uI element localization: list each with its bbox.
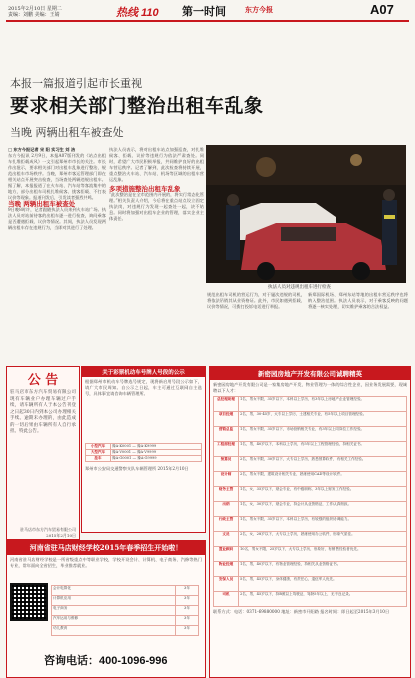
course-name: 电子商务 (52, 606, 176, 616)
plate-notice-footer: 郑州市公安局交通警察支队车辆管理所 2015年2月10日 (85, 466, 189, 471)
position-requirements: 2名，男女不限，建筑设计相关专业，熟练使用CAD等设计软件。 (239, 472, 407, 487)
table-row (214, 472, 407, 487)
qr-code-icon (10, 583, 48, 621)
position-name: 财务主管 (214, 487, 239, 502)
position-requirements: 2名，男女不限，30岁以下，大专以上学历，熟悉预算软件，有相关工作经验。 (239, 457, 407, 472)
notice-body: 驻马店市东方汽车贸易有限公司现有车辆业户办理车辆过户手续，请车辆所有人于本公告刊登之日起30日内到本公司办理相关手续。逾期未办理的，由此造成的一切后果由车辆所有人自行承担。特此公告。 (10, 390, 76, 434)
masthead-divider (6, 20, 409, 22)
table-row (52, 596, 199, 606)
course-duration: 3年 (176, 616, 199, 626)
table-row: 小型汽车 豫A·K0001 — 豫A·K9999 (86, 444, 202, 450)
position-requirements: 2名，女，28岁以下，大专以上学历，熟练使用办公软件，形象气质佳。 (239, 532, 407, 547)
table-row: 挂车 豫A·G0001 — 豫A·G9999 (86, 456, 202, 462)
position-requirements: 1名，男女不限，35岁以下，本科以上学历，有3年以上房地产企业管理经验。 (239, 397, 407, 412)
recruitment-title: 新密园房地产开发有限公司诚聘精英 (210, 367, 410, 380)
article-subheading: 当晚 两辆出租车被查处 (8, 200, 76, 208)
article-paragraph: 执法人员表示，将对出租车站点加强巡查，对扎堆候客、拒载、议价等违规行为依法严肃查处。同时，希望广大市民积极举报，共同维护良好的出租车营运秩序。记者了解到，此次检查将持续开展，重点整治火车站、汽车站、机场等区域的出租车营运乱象。 (109, 147, 204, 182)
table-row: 大型汽车 豫A·V0001 — 豫A·V9999 (86, 450, 202, 456)
position-name: 安保人员 (214, 577, 239, 592)
article-subhead: 当晚 两辆出租车被查处 (10, 126, 124, 139)
notice-signature: 驻马店市东方汽车贸易有限公司 (20, 527, 76, 532)
position-requirements: 1名，女，30岁以下，财会专业，持会计从业资格证，工作认真细致。 (239, 502, 407, 517)
article-paragraph: 规范出租车司机的营运行为，对于屡次违规的司机，将依法吊销其从业资格证。此外，市民如遇到拒载、议价等情况，可拨打投诉电话进行举报。 (207, 292, 305, 309)
position-requirements: 10名，男女不限，25岁以下，大专以上学历，形象好，有销售经验者优先。 (239, 547, 407, 562)
school-phone: 咨询电话：400-1096-996 (44, 655, 168, 667)
article-column-4 (308, 292, 408, 364)
table-row (214, 502, 407, 517)
article-paragraph: 东方今报讯 2月9日，本报A07版刊发的《站点出租车扎堆拒载成风》一文引起郑州市市长的关注。市长作出批示，要求相关部门对出租车乱象进行整治，规范出租车市场秩序。当晚，郑州市客运管理部门即在相关站点开展突击检查，当场查处两辆违规出租车。据了解，本报报道了在火车站、汽车站等客流集中的地方，部分出租车司机扎堆候客、挑客拒载、不打表议价等现象。报道刊发后，引发读者强烈共鸣。 (8, 153, 106, 200)
article-paragraph: “此次整治是在全市范围内开展的，将实行常态化管理。”相关负责人介绍，今后将在重点站点设立固定执法岗，对违规行为发现一起查处一起，决不姑息。同时将加强对出租车企业的管理，落实企业主体责任。 (109, 192, 204, 221)
article-subheading: 多项措施整治出租车乱象 (109, 185, 181, 193)
course-duration: 3年 (176, 626, 199, 636)
article-photo (206, 145, 406, 283)
article-headline: 要求相关部门整治出租车乱象 (10, 95, 264, 117)
course-duration: 3年 (176, 606, 199, 616)
public-notice (6, 366, 80, 540)
table-row (214, 442, 407, 457)
school-ad-intro: 河南省驻马店财经学校是一所省级重点中等职业学校，学校开设会计、计算机、电子商务、汽修等热门专业，常年面向全省招生，毕业推荐就业。 (10, 557, 202, 568)
table-row (52, 616, 199, 626)
page-number: A07 (370, 2, 394, 17)
position-requirements: 1名，男，40岁以下，有物业管理经验，持相关从业资格证书。 (239, 562, 407, 577)
table-row (214, 412, 407, 427)
table-row (52, 586, 199, 596)
recruitment-intro: 新密园房地产开发有限公司是一家集房地产开发、物业管理为一体的综合性企业，因业务发展需要，现诚聘以下人才： (213, 382, 407, 393)
table-row (214, 562, 407, 577)
position-name: 文员 (214, 532, 239, 547)
table-row (214, 427, 407, 442)
byline: □ 东方今报记者 宋 阳 实习生 刘 洁 (8, 147, 76, 152)
position-requirements: 5名，男，45岁以下，身体健康，有责任心，退伍军人优先。 (239, 577, 407, 592)
position-name: 行政主管 (214, 517, 239, 532)
table-row (214, 577, 407, 592)
position-name: 置业顾问 (214, 547, 239, 562)
school-ad-title: 河南省驻马店财经学校2015年春季招生开始啦！ (7, 541, 205, 555)
editor-line: 责编：刘鹏 美编：王婧 (8, 12, 60, 18)
position-name: 项目经理 (214, 412, 239, 427)
table-row (214, 457, 407, 472)
table-row (214, 592, 407, 607)
recruitment-footer: 联系方式：电话：0371-69880000 地址：新密市开阳路 报名时间：即日起至2015年3月10日 (213, 609, 390, 614)
article-paragraph: 新郑国际机场、郑州东站等地的出租车营运秩序也将纳入整治范围。执法人员表示，对于乘客反映的问题将逐一核实处理，切实维护乘客的合法权益。 (308, 292, 408, 309)
recruitment-ad (209, 366, 411, 678)
course-duration: 3年 (176, 586, 199, 596)
table-row (214, 397, 407, 412)
position-name: 出纳 (214, 502, 239, 517)
article-column-3 (207, 292, 305, 364)
section-title: 第一时间 (182, 5, 226, 18)
paper-logo: 东方今报 (245, 5, 273, 14)
position-requirements: 2名，男，30-45岁，大专以上学历，土建相关专业，有5年以上项目管理经验。 (239, 412, 407, 427)
course-name: 计算机应用 (52, 596, 176, 606)
recruitment-table (213, 396, 407, 607)
position-requirements: 1名，男女不限，35岁以下，市场营销相关专业，有3年以上同岗位工作经验。 (239, 427, 407, 442)
position-name: 总经理助理 (214, 397, 239, 412)
position-requirements: 1名，男女不限，35岁以下，本科以上学历，有较强的组织协调能力。 (239, 517, 407, 532)
plate-notice-title: 关于彩票机动车号牌人号段的公示 (82, 367, 205, 377)
position-requirements: 2名，男，45岁以下，持B照以上驾驶证，驾龄5年以上，无不良记录。 (239, 592, 407, 607)
position-name: 物业经理 (214, 562, 239, 577)
table-row (52, 626, 199, 636)
position-name: 营销总监 (214, 427, 239, 442)
position-requirements: 1名，女，35岁以下，财会专业，有中级职称，3年以上财务工作经验。 (239, 487, 407, 502)
table-row (214, 517, 407, 532)
plate-notice (81, 366, 206, 533)
position-name: 预算员 (214, 457, 239, 472)
night-street-photo (206, 145, 406, 283)
table-row (214, 532, 407, 547)
course-name: 汽车运用与维修 (52, 616, 176, 626)
plate-notice-body: 根据郑州市机动车号牌选号规定，现将新启用号段公示如下，请广大市民周知。自公示之日起，车主可通过互联网自主选号，具体事宜请咨询车辆管理所。 (85, 379, 202, 396)
position-name: 设计师 (214, 472, 239, 487)
masthead-dateline (8, 6, 118, 18)
article-paragraph: 9日晚8时许，记者跟随执法人员来到火车站广场。执法人员对站前待客的出租车逐一进行检查，询问乘客是否遭遇拒载、议价等情况。其间，执法人员发现两辆出租车存在违规行为，当即对其进行了处理。 (8, 207, 106, 230)
plate-notice-table (85, 443, 202, 462)
course-duration: 3年 (176, 596, 199, 606)
course-table (51, 585, 199, 636)
position-name: 司机 (214, 592, 239, 607)
article-column-1 (8, 147, 106, 363)
table-row (214, 487, 407, 502)
hotline-logo: 热线 110 (116, 7, 159, 19)
course-name: 幼儿教育 (52, 626, 176, 636)
position-requirements: 1名，男，40岁以下，本科以上学历，有5年以上工程管理经验，持相关证书。 (239, 442, 407, 457)
article-kicker: 本报一篇报道引起市长重视 (10, 77, 142, 90)
date-line: 2015年2月10日 星期二 (8, 6, 62, 12)
photo-caption: 执法人员对违规出租车进行检查 (268, 285, 331, 290)
position-name: 工程部经理 (214, 442, 239, 457)
article-column-2 (109, 147, 204, 363)
notice-title: 公 告 (27, 373, 59, 388)
table-row (214, 547, 407, 562)
notice-date: 2015年2月10日 (46, 533, 76, 538)
table-row (52, 606, 199, 616)
course-name: 会计电算化 (52, 586, 176, 596)
